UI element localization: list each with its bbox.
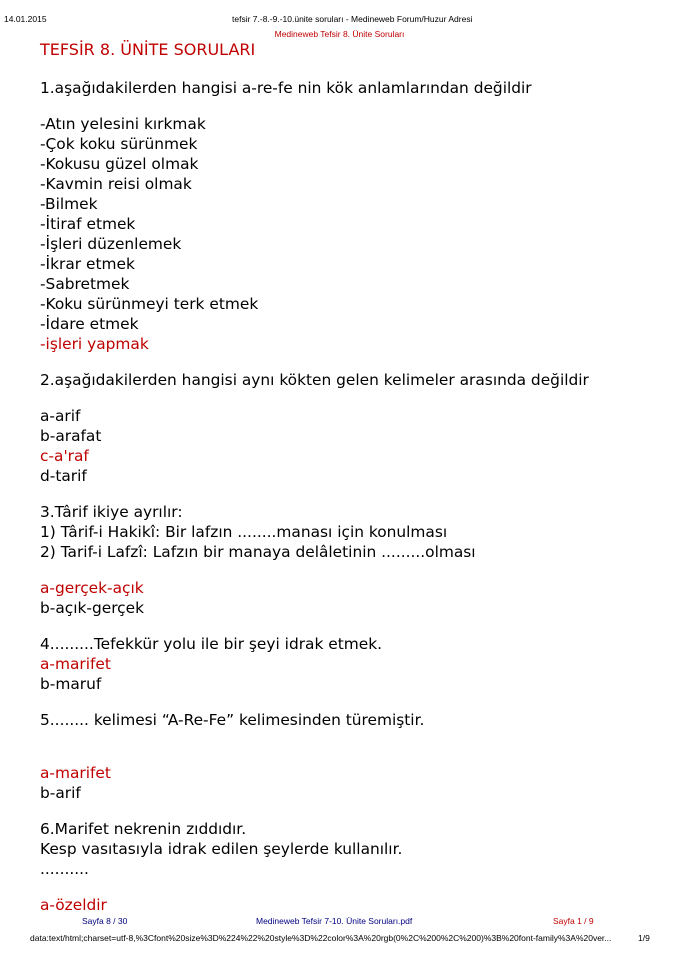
q2-option: b-arafat [40, 427, 102, 445]
question-3-line: 1) Târif-i Hakikî: Bir lafzın ........manası için konulması [40, 523, 448, 541]
q1-option: -Kokusu güzel olmak [40, 155, 199, 173]
question-3-line: 2) Tarif-i Lafzî: Lafzın bir manaya delâletinin .........olması [40, 543, 476, 561]
q1-option: -Koku sürünmeyi terk etmek [40, 295, 259, 313]
question-3: 3.Târif ikiye ayrılır: [40, 503, 183, 521]
q1-option: -Atın yelesini kırkmak [40, 115, 206, 133]
document-title: TEFSİR 8. ÜNİTE SORULARI [40, 40, 256, 59]
q6-answer: a-özeldir [40, 896, 107, 914]
q1-option: -İşleri düzenlemek [40, 235, 182, 253]
questions-body [40, 78, 670, 915]
footer-page-right: Sayfa 1 / 9 [553, 916, 594, 926]
question-6-line: .......... [40, 860, 89, 878]
q2-answer: c-a'raf [40, 447, 89, 465]
footer-filename[interactable]: Medineweb Tefsir 7-10. Ünite Soruları.pdf [256, 916, 413, 926]
print-subtitle: Medineweb Tefsir 8. Ünite Soruları [274, 29, 405, 39]
q3-option: b-açık-gerçek [40, 599, 145, 617]
q1-option: -İtiraf etmek [40, 215, 136, 233]
q1-option: -Sabretmek [40, 275, 130, 293]
q2-option: a-arif [40, 407, 81, 425]
footer-page-left: Sayfa 8 / 30 [82, 916, 128, 926]
question-1: 1.aşağıdakilerden hangisi a-re-fe nin kök anlamlarından değildir [40, 79, 532, 97]
print-date: 14.01.2015 [4, 14, 47, 24]
q1-option: -İkrar etmek [40, 255, 135, 273]
q4-answer: a-marifet [40, 655, 111, 673]
q1-option: -İdare etmek [40, 315, 139, 333]
q1-answer: -işleri yapmak [40, 335, 149, 353]
q5-option: b-arif [40, 784, 81, 802]
q4-option: b-maruf [40, 675, 102, 693]
question-4: 4.........Tefekkür yolu ile bir şeyi idrak etmek. [40, 635, 383, 653]
q2-option: d-tarif [40, 467, 87, 485]
question-2: 2.aşağıdakilerden hangisi aynı kökten gelen kelimeler arasında değildir [40, 371, 589, 389]
question-6-line: Kesp vasıtasıyla idrak edilen şeylerde kullanılır. [40, 840, 403, 858]
q1-option: -Çok koku sürünmek [40, 135, 198, 153]
q3-answer: a-gerçek-açık [40, 579, 144, 597]
question-5: 5........ kelimesi “A-Re-Fe” kelimesinden türemiştir. [40, 711, 425, 729]
q5-answer: a-marifet [40, 764, 111, 782]
q1-option: -Kavmin reisi olmak [40, 175, 192, 193]
print-page-title: tefsir 7.-8.-9.-10.ünite soruları - Medineweb Forum/Huzur Adresi [232, 14, 473, 24]
print-page-number: 1/9 [638, 933, 650, 943]
print-url: data:text/html;charset=utf-8,%3Cfont%20size%3D%224%22%20style%3D%22color%3A%20rgb(0%2C%200%2C%200)%3B%20font-family%3A%20ver... [30, 933, 612, 943]
question-6: 6.Marifet nekrenin zıddıdır. [40, 820, 247, 838]
q1-option: -Bilmek [40, 195, 98, 213]
